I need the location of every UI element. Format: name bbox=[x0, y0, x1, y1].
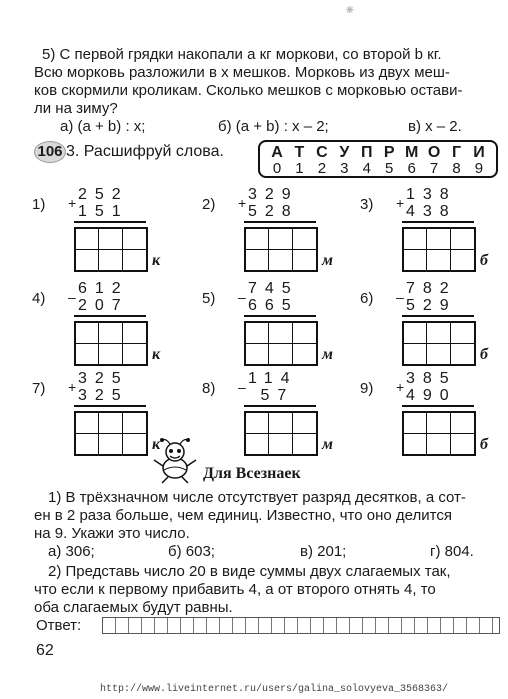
answer-cell[interactable] bbox=[246, 434, 269, 455]
answer-cell[interactable] bbox=[246, 250, 269, 271]
cipher-letter: П bbox=[361, 144, 373, 161]
bottom-number: 665 bbox=[248, 297, 299, 314]
answer-grid[interactable] bbox=[74, 321, 148, 366]
problem-5-line-3: ков скормили кроликам. Сколько мешков с морковью остави- bbox=[34, 82, 463, 99]
answer-cell[interactable] bbox=[293, 344, 316, 365]
operator-sign: – bbox=[68, 289, 76, 305]
extra-q1-line-1: 1) В трёхзначном числе отсутствует разряд десятков, а сот- bbox=[48, 489, 466, 506]
operator-sign: + bbox=[238, 195, 247, 211]
task-title: 3. Расшифруй слова. bbox=[66, 143, 224, 160]
sum-rule bbox=[74, 405, 146, 407]
answer-grid[interactable] bbox=[244, 321, 318, 366]
sum-rule bbox=[74, 221, 146, 223]
answer-cell[interactable] bbox=[99, 229, 122, 250]
example-label: 3) bbox=[360, 196, 374, 213]
answer-cell[interactable] bbox=[427, 250, 450, 271]
sum-rule bbox=[244, 405, 316, 407]
word-suffix: к bbox=[152, 346, 161, 363]
extra-q1-option-c: в) 201; bbox=[300, 543, 347, 560]
word-suffix: м bbox=[322, 252, 333, 269]
cipher-digit: 1 bbox=[295, 160, 304, 177]
task-number-badge: 106 bbox=[34, 141, 66, 163]
cipher-letter: С bbox=[316, 144, 328, 161]
extra-q1-option-b: б) 603; bbox=[168, 543, 215, 560]
answer-grid[interactable] bbox=[74, 411, 148, 456]
answer-cell[interactable] bbox=[123, 344, 146, 365]
cipher-digit: 5 bbox=[385, 160, 394, 177]
answer-cell[interactable] bbox=[269, 323, 292, 344]
cipher-letter: Г bbox=[451, 144, 462, 161]
answer-cell[interactable] bbox=[246, 323, 269, 344]
sum-rule bbox=[244, 315, 316, 317]
sum-rule bbox=[74, 315, 146, 317]
cipher-letter: Р bbox=[383, 144, 395, 161]
cipher-digit: 2 bbox=[317, 160, 327, 177]
operator-sign: – bbox=[238, 289, 246, 305]
answer-cell[interactable] bbox=[99, 323, 122, 344]
bottom-number: 151 bbox=[78, 203, 129, 220]
bottom-number: 528 bbox=[248, 203, 299, 220]
answer-cell[interactable] bbox=[451, 344, 474, 365]
top-number: 114 bbox=[248, 370, 298, 387]
answer-cell[interactable] bbox=[404, 323, 427, 344]
top-number: 329 bbox=[248, 186, 299, 203]
answer-cell[interactable] bbox=[269, 229, 292, 250]
example-label: 2) bbox=[202, 196, 216, 213]
example-label: 1) bbox=[32, 196, 46, 213]
extra-q1-line-3: на 9. Укажи это число. bbox=[34, 525, 190, 542]
sum-rule bbox=[402, 315, 474, 317]
cipher-letter: У bbox=[339, 144, 350, 161]
answer-cell[interactable] bbox=[269, 344, 292, 365]
answer-cell[interactable] bbox=[99, 250, 122, 271]
word-suffix: б bbox=[480, 436, 488, 453]
operator-sign: – bbox=[238, 379, 246, 395]
answer-cell[interactable] bbox=[269, 434, 292, 455]
top-number: 782 bbox=[406, 280, 457, 297]
top-number: 385 bbox=[406, 370, 457, 387]
answer-cell[interactable] bbox=[269, 413, 292, 434]
example-label: 6) bbox=[360, 290, 374, 307]
answer-cell[interactable] bbox=[76, 250, 99, 271]
extra-q2-line-2: что если к первому прибавить 4, а от второго отнять 4, то bbox=[34, 581, 436, 598]
answer-cell[interactable] bbox=[76, 344, 99, 365]
answer-cell[interactable] bbox=[76, 229, 99, 250]
operator-sign: + bbox=[68, 195, 77, 211]
answer-cell[interactable] bbox=[99, 413, 122, 434]
cipher-digit: 9 bbox=[474, 160, 484, 177]
answer-cell[interactable] bbox=[404, 413, 427, 434]
example-label: 9) bbox=[360, 380, 374, 397]
answer-cell[interactable] bbox=[404, 250, 427, 271]
extra-q1-option-a: а) 306; bbox=[48, 543, 95, 560]
sum-rule bbox=[402, 221, 474, 223]
answer-cell[interactable] bbox=[293, 250, 316, 271]
cipher-letter: А bbox=[271, 144, 283, 161]
cipher-digits-row bbox=[266, 160, 490, 177]
word-suffix: б bbox=[480, 252, 488, 269]
cipher-digit: 4 bbox=[362, 160, 371, 177]
answer-grid[interactable] bbox=[402, 321, 476, 366]
answer-cell[interactable] bbox=[246, 413, 269, 434]
word-suffix: б bbox=[480, 346, 488, 363]
answer-cell[interactable] bbox=[293, 434, 316, 455]
extra-q1-line-2: ен в 2 раза больше, чем единиц. Известно, что оно делится bbox=[34, 507, 452, 524]
answer-cell[interactable] bbox=[99, 434, 122, 455]
extra-q2-line-1: 2) Представь число 20 в виде суммы двух слагаемых так, bbox=[48, 563, 451, 580]
answer-grid[interactable] bbox=[244, 411, 318, 456]
answer-cell[interactable] bbox=[451, 323, 474, 344]
answer-grid[interactable] bbox=[244, 227, 318, 272]
answer-input-cells[interactable] bbox=[102, 617, 500, 634]
problem-5-option-c: в) x – 2. bbox=[408, 118, 462, 135]
operator-sign: + bbox=[396, 379, 405, 395]
example-label: 4) bbox=[32, 290, 46, 307]
answer-cell[interactable] bbox=[427, 434, 450, 455]
answer-cell[interactable] bbox=[246, 229, 269, 250]
answer-cell[interactable] bbox=[76, 413, 99, 434]
answer-cell[interactable] bbox=[293, 229, 316, 250]
answer-cell[interactable] bbox=[246, 344, 269, 365]
bottom-number: 529 bbox=[406, 297, 457, 314]
word-suffix: к bbox=[152, 252, 161, 269]
answer-grid[interactable] bbox=[402, 227, 476, 272]
ant-mascot-icon bbox=[150, 438, 200, 484]
answer-cell[interactable] bbox=[123, 434, 146, 455]
answer-cell[interactable] bbox=[99, 344, 122, 365]
answer-cell[interactable] bbox=[427, 323, 450, 344]
top-number: 138 bbox=[406, 186, 457, 203]
word-suffix: м bbox=[322, 436, 333, 453]
answer-cell[interactable] bbox=[76, 434, 99, 455]
operator-sign: + bbox=[68, 379, 77, 395]
cipher-digit: 8 bbox=[452, 160, 461, 177]
answer-cell[interactable] bbox=[123, 413, 146, 434]
top-number: 612 bbox=[78, 280, 129, 297]
example-label: 7) bbox=[32, 380, 46, 397]
answer-cell[interactable] bbox=[427, 229, 450, 250]
bottom-number: 57 bbox=[248, 387, 295, 404]
answer-cell[interactable] bbox=[451, 413, 474, 434]
problem-5-option-b: б) (a + b) : x – 2; bbox=[218, 118, 329, 135]
top-number: 745 bbox=[248, 280, 299, 297]
word-suffix: к bbox=[152, 436, 161, 453]
answer-cell[interactable] bbox=[451, 434, 474, 455]
cipher-letter: О bbox=[427, 144, 441, 161]
sum-rule bbox=[244, 221, 316, 223]
answer-cell[interactable] bbox=[404, 434, 427, 455]
operator-sign: – bbox=[396, 289, 404, 305]
extra-q1-option-d: г) 804. bbox=[430, 543, 474, 560]
problem-5-line-1: 5) С первой грядки накопали а кг моркови, со второй b кг. bbox=[42, 46, 442, 63]
answer-label: Ответ: bbox=[36, 617, 82, 634]
footer-url: http://www.liveinternet.ru/users/galina_solovyeva_3568363/ bbox=[100, 684, 449, 695]
problem-5-option-a: а) (a + b) : x; bbox=[60, 118, 146, 135]
operator-sign: + bbox=[396, 195, 405, 211]
extra-q2-line-3: оба слагаемых будут равны. bbox=[34, 599, 233, 616]
cipher-digit: 3 bbox=[340, 160, 349, 177]
problem-5-line-4: ли на зиму? bbox=[34, 100, 118, 117]
section-heading: Для Всезнаек bbox=[203, 465, 301, 482]
answer-cell[interactable] bbox=[123, 229, 146, 250]
answer-cell[interactable] bbox=[404, 344, 427, 365]
answer-cell[interactable] bbox=[76, 323, 99, 344]
example-label: 8) bbox=[202, 380, 216, 397]
bottom-number: 325 bbox=[78, 387, 129, 404]
cipher-digit: 6 bbox=[407, 160, 416, 177]
problem-5-line-2: Всю морковь разложили в x мешков. Морковь из двух меш- bbox=[34, 64, 450, 81]
answer-grid[interactable] bbox=[74, 227, 148, 272]
word-suffix: м bbox=[322, 346, 333, 363]
answer-grid[interactable] bbox=[402, 411, 476, 456]
top-number: 325 bbox=[78, 370, 129, 387]
page-number: 62 bbox=[36, 642, 54, 659]
answer-cell[interactable] bbox=[427, 413, 450, 434]
bottom-number: 207 bbox=[78, 297, 129, 314]
page-corner-mark: ⁕ bbox=[344, 2, 356, 18]
top-number: 252 bbox=[78, 186, 129, 203]
answer-cell[interactable] bbox=[427, 344, 450, 365]
answer-cell[interactable] bbox=[123, 323, 146, 344]
bottom-number: 490 bbox=[406, 387, 457, 404]
answer-cell[interactable] bbox=[293, 323, 316, 344]
answer-cell[interactable] bbox=[451, 250, 474, 271]
answer-cell[interactable] bbox=[123, 250, 146, 271]
cipher-key-table bbox=[258, 140, 498, 178]
answer-cell[interactable] bbox=[451, 229, 474, 250]
cipher-letter: М bbox=[404, 144, 419, 161]
answer-cell[interactable] bbox=[293, 413, 316, 434]
cipher-letter: И bbox=[473, 144, 485, 161]
answer-cell[interactable] bbox=[269, 250, 292, 271]
sum-rule bbox=[402, 405, 474, 407]
cipher-digit: 0 bbox=[272, 160, 282, 177]
cipher-digit: 7 bbox=[429, 160, 439, 177]
example-label: 5) bbox=[202, 290, 216, 307]
bottom-number: 438 bbox=[406, 203, 457, 220]
answer-cell[interactable] bbox=[404, 229, 427, 250]
cipher-letter: Т bbox=[294, 144, 305, 161]
